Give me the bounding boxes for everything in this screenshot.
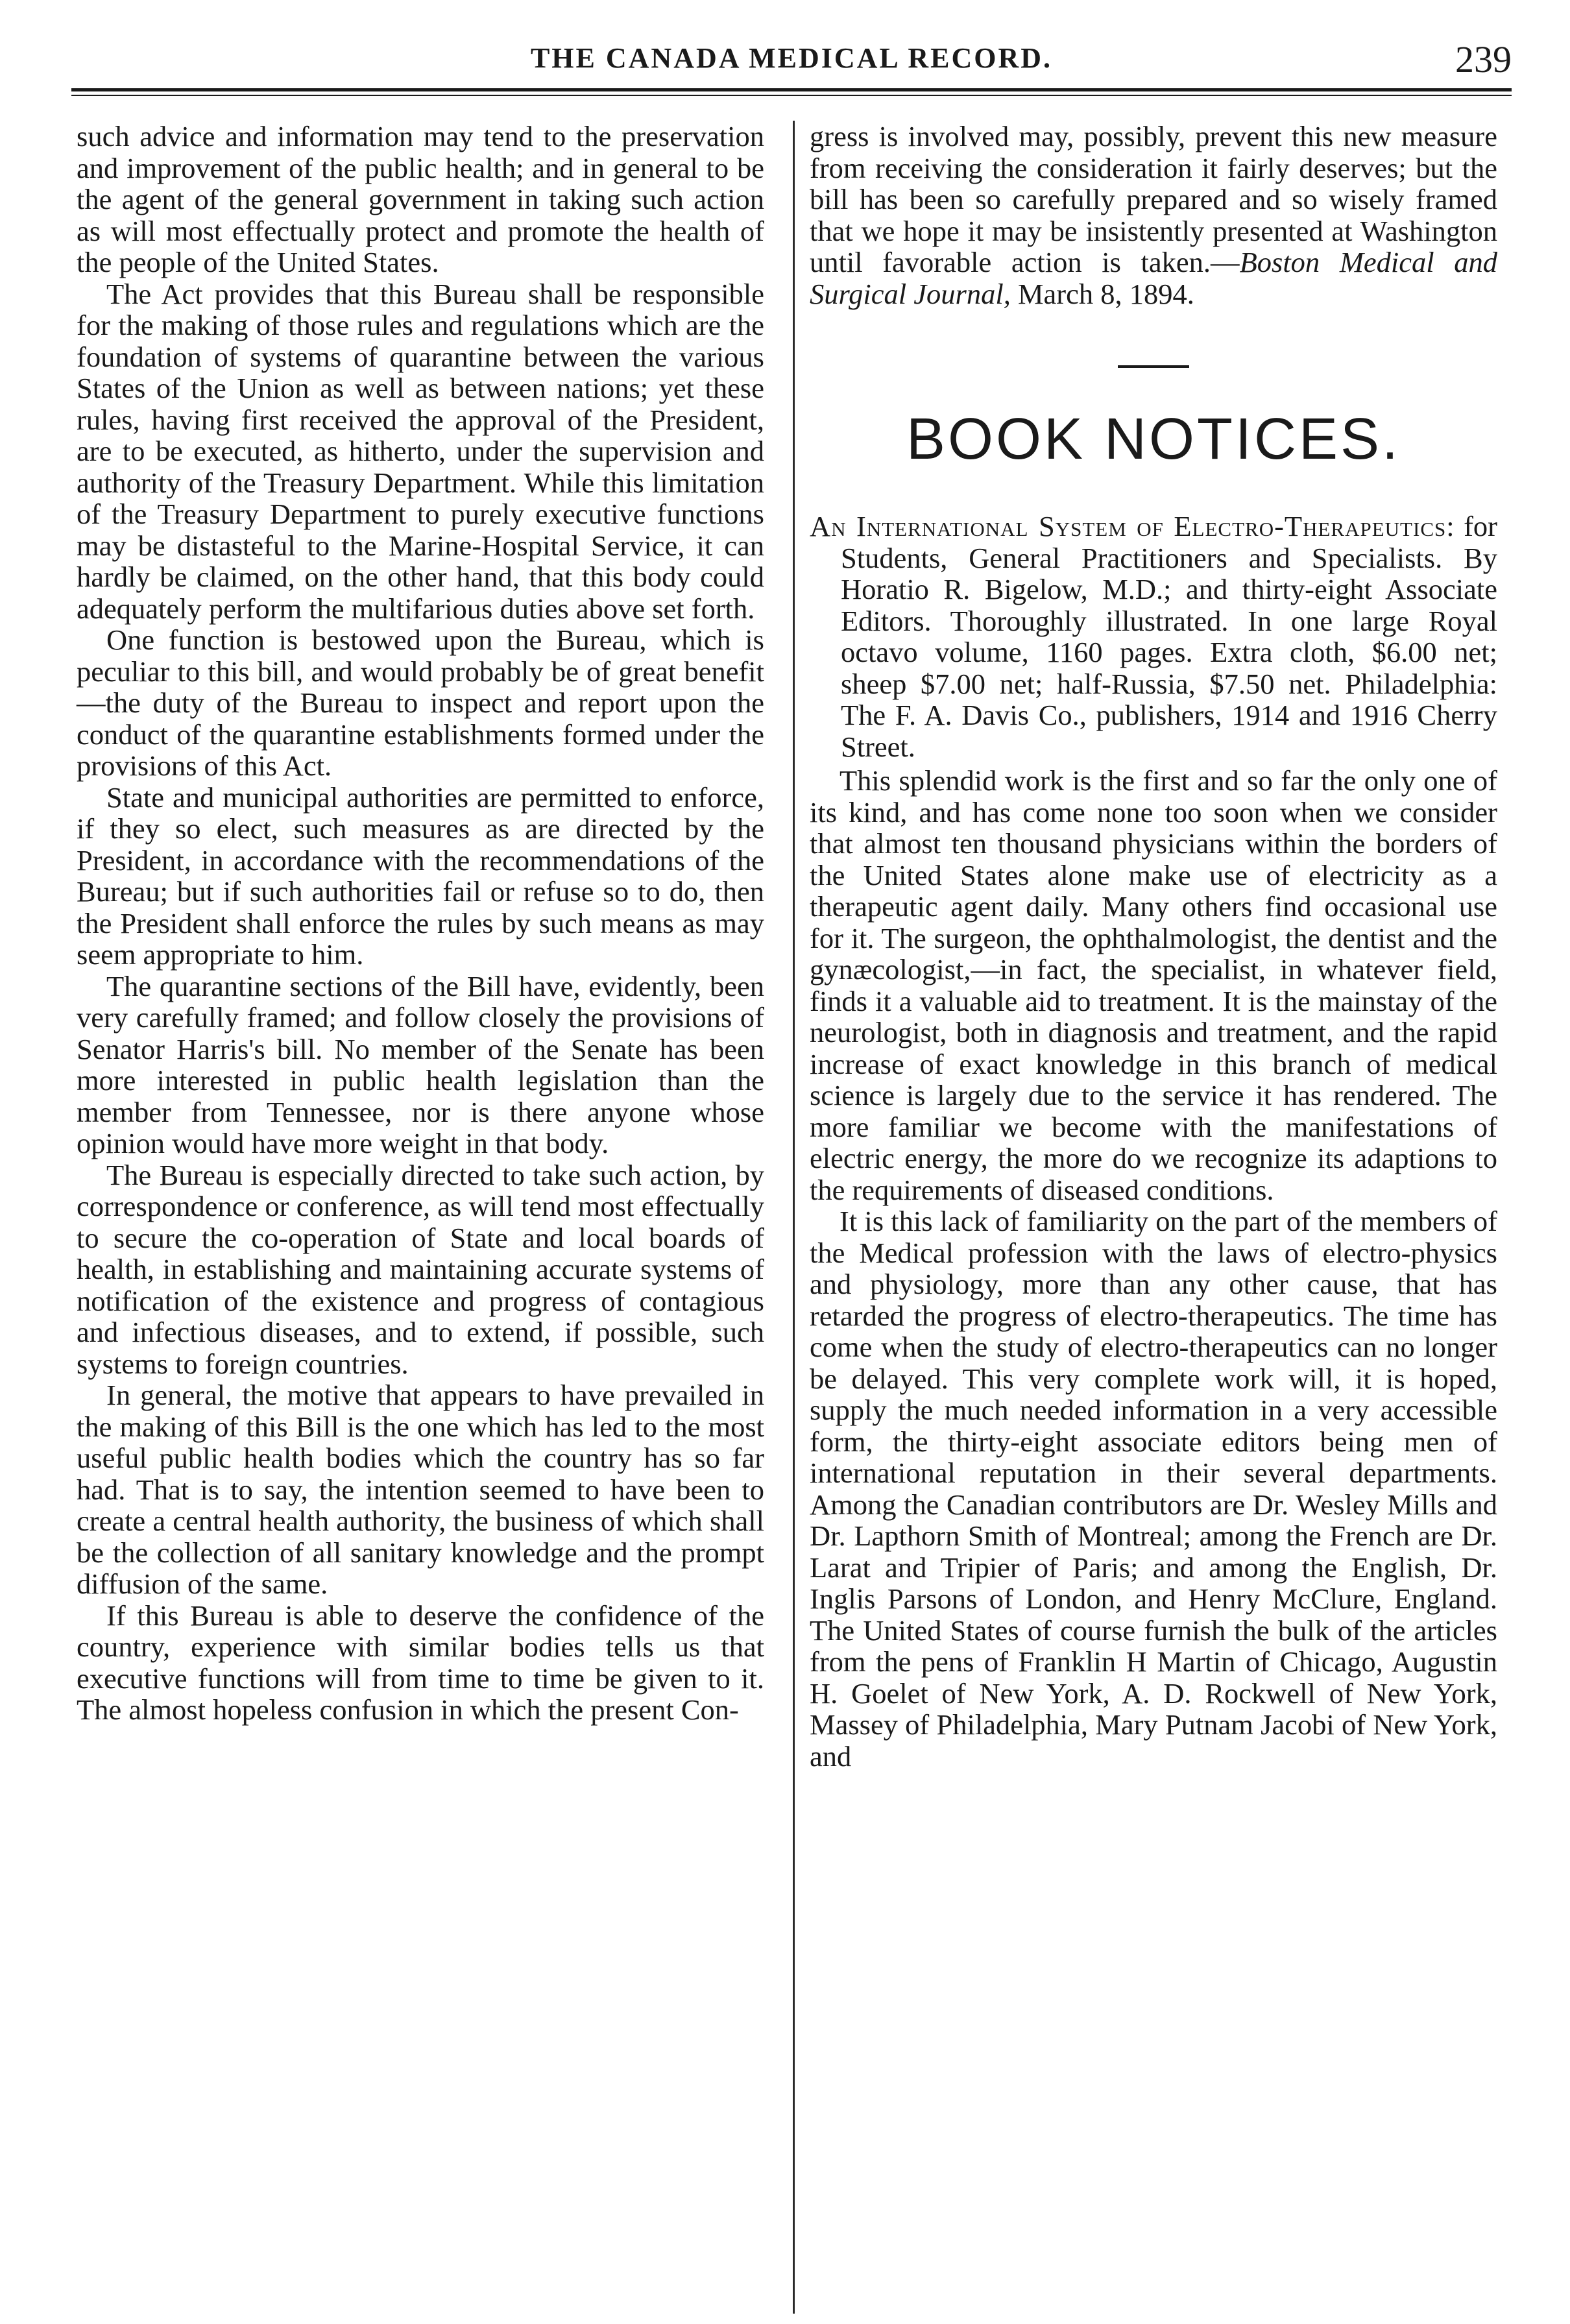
paragraph: This splendid work is the first and so far the only one of its kind, and has come none too soon when we consider that almost ten thousand physicians within the borders of the United States alone make use of electricity as a therapeutic agent daily. Many others find occasional use for it. The surgeon, the ophthalmologist, the dentist and the gynæcologist,—in fact, the specialist, in whatever field, finds it a valuable aid to treatment. It is the mainstay of the neurologist, both in diagnosis and treatment, and the rapid increase of exact knowledge in this branch of medical science is largely due to the service it has rendered. The more familiar we become with the manifestations of electric energy, the more do we recognize its adaptions to the requirements of diseased conditions. — [810, 764, 1497, 1206]
paragraph: One function is bestowed upon the Bureau, which is peculiar to this bill, and would probably be of great benefit—the duty of the Bureau to inspect and report upon the conduct of the quarantine establishments formed under the provisions of this Act. — [77, 623, 764, 782]
continuation-text: gress is involved may, possibly, prevent this new measure from receiving the consideration it fairly deserves; but the bill has been so carefully prepared and so wisely framed that we hope it may be insistently presented at Washington until favorable action is taken.— — [810, 120, 1497, 278]
paragraph: The Bureau is especially directed to take such action, by correspondence or conference, as will tend most effectually to secure the co-operation of State and local boards of health, in establishing and maintaining accurate systems of notification of the existence and progress of contagious and infectious diseases, and to extend, if possible, such systems to foreign countries. — [77, 1158, 764, 1380]
header-rule-thin — [71, 95, 1512, 96]
section-separator — [1118, 365, 1189, 368]
article-continuation — [810, 121, 1497, 309]
page-number: 239 — [1455, 38, 1512, 80]
paragraph: If this Bureau is able to deserve the confidence of the country, experience with similar bodies tells us that executive functions will from time to time be given to it. The almost hopeless confusion in which the present Con- — [77, 1599, 764, 1726]
paragraph: The Act provides that this Bureau shall be responsible for the making of those rules and regulations which are the foundation of systems of quarantine between the various States of the Union as well as between nations; yet these rules, having first received the approval of the President, are to be executed, as hitherto, under the supervision and authority of the Treasury Department. While this limitation of the Treasury Department to purely executive functions may be distasteful to the Marine-Hospital Service, it can hardly be claimed, on the other hand, that this body could adequately perform the multifarious duties above set forth. — [77, 277, 764, 625]
source-citation: Boston Medical and Surgical Journal, — [810, 246, 1498, 310]
right-column — [810, 121, 1497, 1772]
column-divider — [793, 121, 795, 2314]
book-details: : for Students, General Practitioners and Specialists. By Horatio R. Bigelow, M.D.; and thirty-eight Associate Editors. Thoroughly illustrated. In one large Royal octavo volume, 1160 pages. Extra cloth, $6.00 net; sheep $7.00 net; half-Russia, $7.50 net. Philadelphia: The F. A. Davis Co., publishers, 1914 and 1916 Cherry Street. — [841, 510, 1497, 763]
paragraph: such advice and information may tend to the preservation and improvement of the public health; and in general to be the agent of the general government in taking such action as will most effectually protect and promote the health of the people of the United States. — [77, 120, 764, 278]
running-title: THE CANADA MEDICAL RECORD. — [530, 42, 1053, 74]
book-title: An International System of Electro-Therapeutics — [810, 510, 1447, 542]
section-heading: BOOK NOTICES. — [906, 407, 1401, 472]
header-rule-thick — [71, 88, 1512, 91]
paragraph: The quarantine sections of the Bill have, evidently, been very carefully framed; and follow closely the provisions of Senator Harris's bill. No member of the Senate has been more interested in public health legislation than the member from Tennessee, nor is there anyone whose opinion would have more weight in that body. — [77, 969, 764, 1159]
paragraph: It is this lack of familiarity on the part of the members of the Medical profession with the laws of electro-physics and physiology, more than any other cause, that has retarded the progress of electro-therapeutics. The time has come when the study of electro-therapeutics can no longer be delayed. This very complete work will, it is hoped, supply the much needed information in a very accessible form, the thirty-eight associate editors being men of international reputation in their several departments. Among the Canadian contributors are Dr. Wesley Mills and Dr. Lapthorn Smith of Montreal; among the French are Dr. Larat and Tripier of Paris; and among the English, Dr. Inglis Parsons of London, and Henry McClure, England. The United States of course furnish the bulk of the articles from the pens of Franklin H Martin of Chicago, Augustin H. Goelet of New York, A. D. Rockwell of New York, Massey of Philadelphia, Mary Putnam Jacobi of New York, and — [810, 1205, 1497, 1773]
paragraph: In general, the motive that appears to have prevailed in the making of this Bill is the one which has led to the most useful public health bodies which the country has so far had. That is to say, the intention seemed to have been to create a central health authority, the business of which shall be the collection of all sanitary knowledge and the prompt diffusion of the same. — [77, 1379, 764, 1600]
paragraph: State and municipal authorities are permitted to enforce, if they so elect, such measures as are directed by the President, in accordance with the recommendations of the Bureau; but if such authorities fail or refuse so to do, then the President shall enforce the rules by such means as may seem appropriate to him. — [77, 781, 764, 971]
source-date: March 8, 1894. — [1017, 277, 1194, 310]
book-notice-entry — [810, 511, 1497, 762]
left-column — [77, 121, 764, 1726]
page-header — [71, 35, 1512, 87]
